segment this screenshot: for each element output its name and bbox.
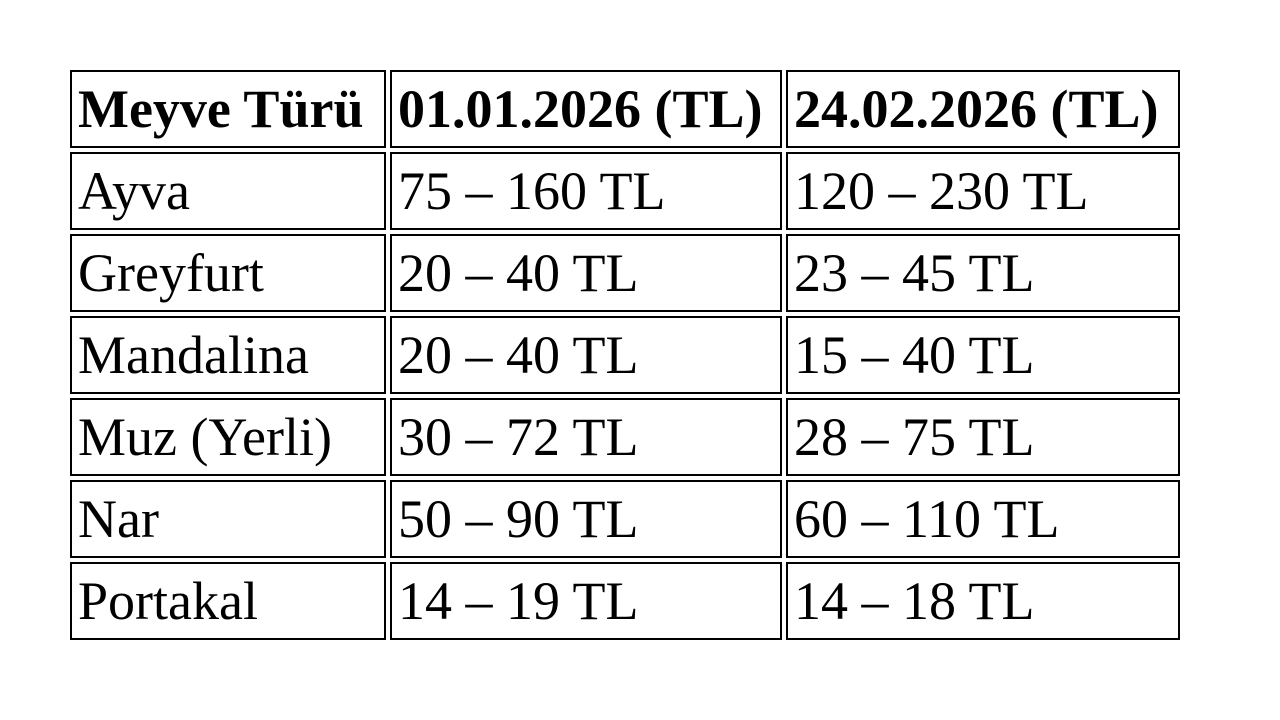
fruit-name-cell: Portakal bbox=[70, 562, 386, 640]
price-cell: 20 – 40 TL bbox=[390, 316, 782, 394]
column-header-date-2: 24.02.2026 (TL) bbox=[786, 70, 1180, 148]
price-cell: 75 – 160 TL bbox=[390, 152, 782, 230]
table-row-portakal bbox=[70, 562, 1180, 640]
table-row-greyfurt bbox=[70, 234, 1180, 312]
price-cell: 28 – 75 TL bbox=[786, 398, 1180, 476]
column-header-fruit-type: Meyve Türü bbox=[70, 70, 386, 148]
price-cell: 50 – 90 TL bbox=[390, 480, 782, 558]
price-cell: 14 – 19 TL bbox=[390, 562, 782, 640]
table-row-mandalina bbox=[70, 316, 1180, 394]
fruit-price-table bbox=[66, 66, 1184, 644]
fruit-name-cell: Nar bbox=[70, 480, 386, 558]
fruit-name-cell: Greyfurt bbox=[70, 234, 386, 312]
price-cell: 14 – 18 TL bbox=[786, 562, 1180, 640]
header-row bbox=[70, 70, 1180, 148]
table-row-nar bbox=[70, 480, 1180, 558]
price-cell: 23 – 45 TL bbox=[786, 234, 1180, 312]
fruit-name-cell: Mandalina bbox=[70, 316, 386, 394]
fruit-name-cell: Muz (Yerli) bbox=[70, 398, 386, 476]
price-cell: 120 – 230 TL bbox=[786, 152, 1180, 230]
price-cell: 60 – 110 TL bbox=[786, 480, 1180, 558]
table-row-ayva bbox=[70, 152, 1180, 230]
column-header-date-1: 01.01.2026 (TL) bbox=[390, 70, 782, 148]
price-cell: 15 – 40 TL bbox=[786, 316, 1180, 394]
price-cell: 30 – 72 TL bbox=[390, 398, 782, 476]
fruit-name-cell: Ayva bbox=[70, 152, 386, 230]
price-cell: 20 – 40 TL bbox=[390, 234, 782, 312]
table-row-muz-yerli bbox=[70, 398, 1180, 476]
